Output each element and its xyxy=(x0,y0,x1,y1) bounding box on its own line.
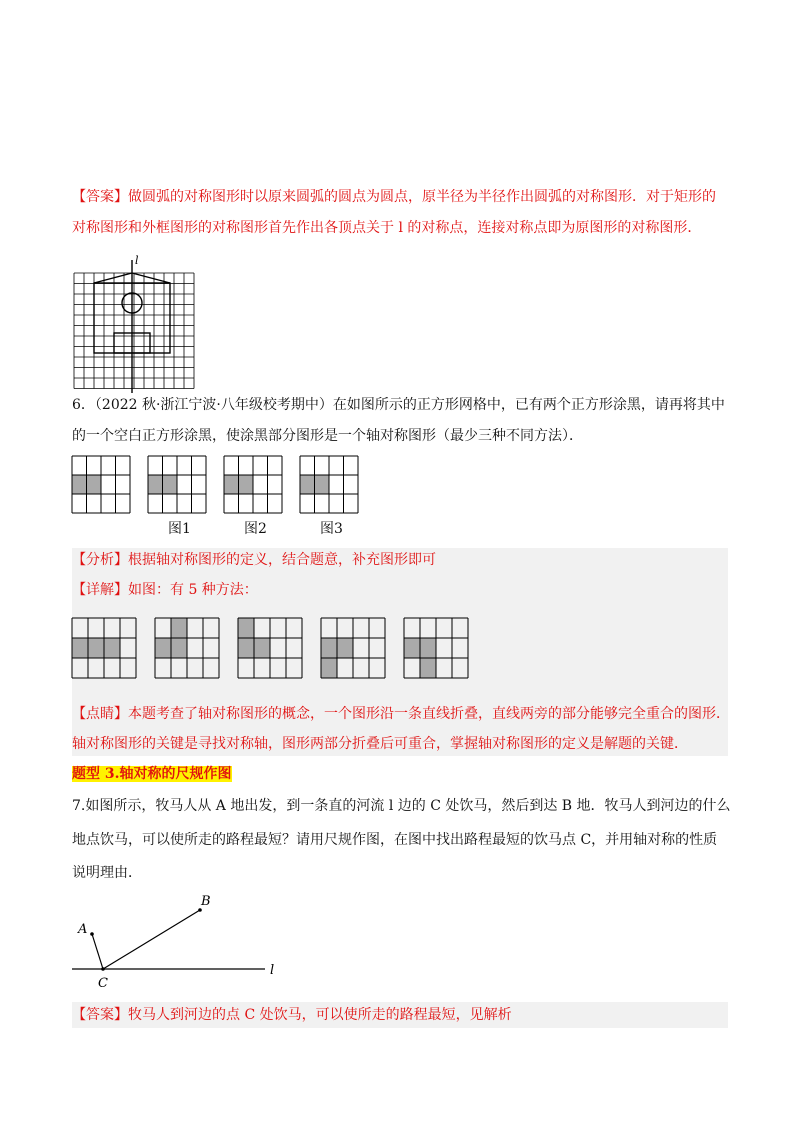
q6-grid-fig1 xyxy=(148,456,208,514)
q6-caption-3: 图3 xyxy=(320,521,343,537)
q7-figure xyxy=(70,890,290,995)
q6-solution-5 xyxy=(404,618,470,680)
section-heading: 题型 3.轴对称的尺规作图 xyxy=(72,766,232,782)
q6-grid-fig3 xyxy=(300,456,360,514)
q7-answer: 【答案】牧马人到河边的点 C 处饮马，可以使所走的路程最短，见解析 xyxy=(72,1007,512,1023)
q6-solution-4 xyxy=(321,618,387,680)
q7-label-a: A xyxy=(78,922,88,937)
q6-line2: 的一个空白正方形涂黑，使涂黑部分图形是一个轴对称图形（最少三种不同方法）． xyxy=(72,428,583,444)
q7-label-c: C xyxy=(98,976,108,991)
q7-label-b: B xyxy=(201,894,211,909)
q6-comment-line2: 轴对称图形的关键是寻找对称轴，图形两部分折叠后可重合，掌握轴对称图形的定义是解题的关键． xyxy=(72,736,688,752)
q6-caption-2: 图2 xyxy=(244,521,267,537)
q7-line1: 7.如图所示，牧马人从 A 地出发，到一条直的河流 l 边的 C 处饮马，然后到达 B 地．牧马人到河边的什么 xyxy=(72,798,731,814)
q6-solution-3 xyxy=(238,618,304,680)
q7-line3: 说明理由． xyxy=(72,865,142,881)
answer5-line2: 对称图形和外框图形的对称图形首先作出各顶点关于 l 的对称点，连接对称点即为原图形的对称图形． xyxy=(72,220,702,236)
q6-comment-line1: 【点睛】本题考查了轴对称图形的概念，一个图形沿一条直线折叠，直线两旁的部分能够完全重合的图形． xyxy=(72,706,730,722)
q6-solution-1 xyxy=(72,618,138,680)
q7-label-l: l xyxy=(270,963,275,978)
answer5-figure xyxy=(70,255,200,395)
q6-detail: 【详解】如图：有 5 种方法： xyxy=(72,582,258,598)
q7-line2: 地点饮马，可以使所走的路程最短？请用尺规作图，在图中找出路程最短的饮马点 C，并用轴对称的性质 xyxy=(72,832,718,848)
q6-grid-original xyxy=(72,456,132,514)
answer5-line1: 【答案】做圆弧的对称图形时以原来圆弧的圆点为圆点，原半径为半径作出圆弧的对称图形．对于矩形的 xyxy=(72,189,716,205)
q6-analysis: 【分析】根据轴对称图形的定义，结合题意，补充图形即可 xyxy=(72,552,436,568)
answer5-tag: 【答案】 xyxy=(72,189,128,205)
q6-grid-fig2 xyxy=(224,456,284,514)
q6-caption-1: 图1 xyxy=(168,521,191,537)
q6-line1: 6．（2022 秋·浙江宁波·八年级校考期中）在如图所示的正方形网格中，已有两个正方形涂黑，请再将其中 xyxy=(72,397,725,413)
q6-solution-2 xyxy=(155,618,221,680)
answer5-axis-label: l xyxy=(135,254,139,267)
